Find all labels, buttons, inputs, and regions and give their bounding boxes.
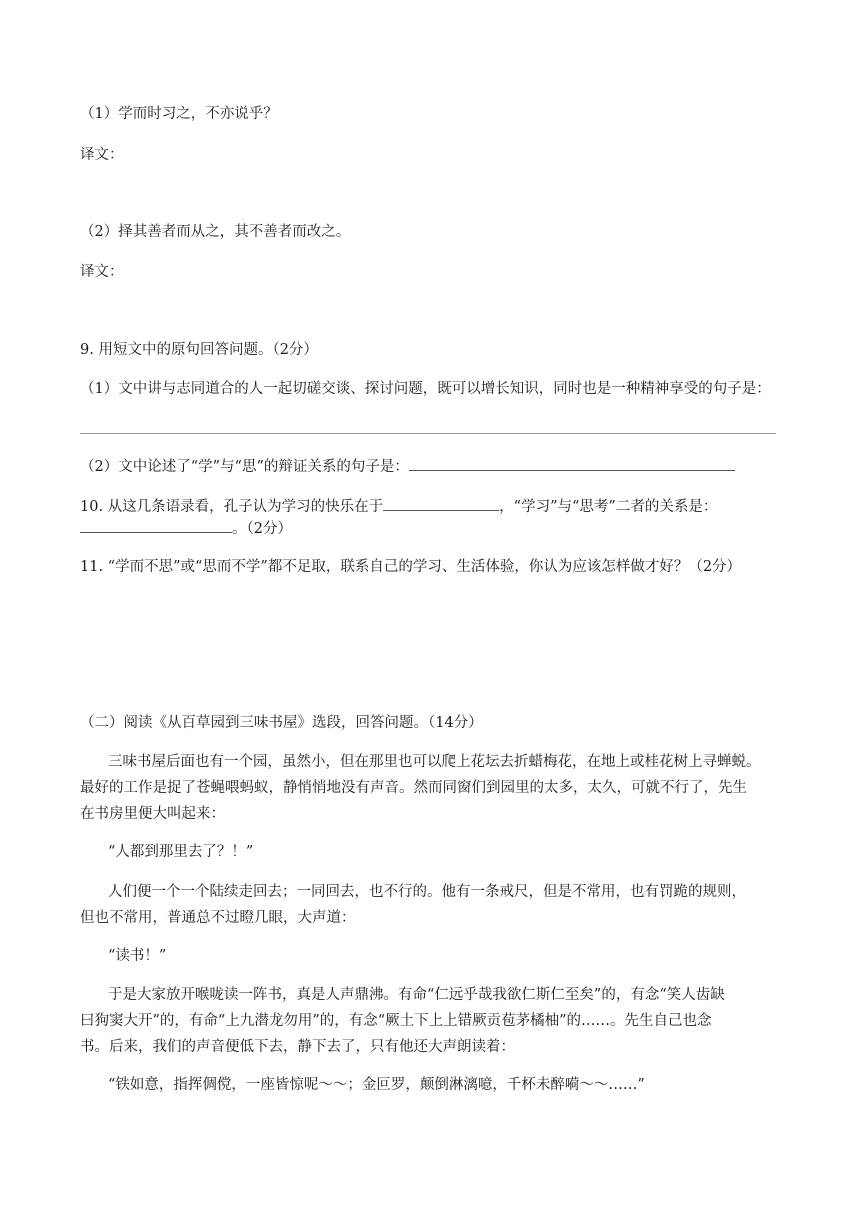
translation-label-2: 译文： (80, 264, 124, 280)
passage-p5-line-1: 于是大家放开喉咙读一阵书，真是人声鼎沸。有命“仁远乎哉我欲仁斯仁至矣”的，有念“笑人齿缺 (108, 987, 725, 1003)
passage-p3-line-2: 但也不常用，普通总不过瞪几眼，大声道： (80, 910, 356, 926)
question-9-1-text: （1）文中讲与志同道合的人一起切磋交谈、探讨问题，既可以增长知识，同时也是一种精神享受的句子是： (80, 381, 771, 397)
question-10-text-a: 10. 从这几条语录看，孔子认为学习的快乐在于 (80, 499, 384, 515)
passage-p2: “人都到那里去了？！” (108, 844, 254, 860)
translation-label-1: 译文： (80, 147, 124, 163)
answer-line-9-1[interactable] (80, 433, 776, 434)
question-9-title: 9. 用短文中的原句回答问题。（2分） (80, 342, 318, 358)
question-11-text: 11. “学而不思”或“思而不学”都不足取，联系自己的学习、生活体验，你认为应该怎样做才好？（2分） (80, 559, 742, 575)
answer-blank-10-2[interactable] (80, 518, 232, 533)
answer-blank-10-1[interactable] (383, 496, 499, 511)
answer-blank-9-2[interactable] (409, 456, 735, 471)
question-8-2-text: （2）择其善者而从之，其不善者而改之。 (80, 224, 351, 240)
passage-p5-line-3: 书。后来，我们的声音便低下去，静下去了，只有他还大声朗读着： (80, 1039, 515, 1055)
question-10-line-1 (80, 496, 717, 517)
question-8-1-text: （1）学而时习之，不亦说乎？ (80, 106, 278, 122)
passage-p3-line-1: 人们便一个一个陆续走回去；一同回去，也不行的。他有一条戒尺，但是不常用，也有罚跪的规则， (108, 884, 746, 900)
passage-p5-line-2: 曰狗窦大开”的，有命“上九潜龙勿用”的，有念“厥土下上上错厥贡苞茅橘柚”的……。先生自己也念 (80, 1013, 712, 1029)
passage-p1-line-1: 三味书屋后面也有一个园，虽然小，但在那里也可以爬上花坛去折蜡梅花，在地上或桂花树上寻蝉蜕。 (108, 754, 761, 770)
passage-p1-line-2: 最好的工作是捉了苍蝇喂蚂蚁，静悄悄地没有声音。然而同窗们到园里的太多，太久，可就不行了，先生 (80, 780, 747, 796)
question-9-2-text: （2）文中论述了“学”与“思”的辩证关系的句子是： (80, 459, 409, 475)
question-10-text-c: 。（2分） (232, 521, 292, 537)
passage-p6: “铁如意，指挥倜傥，一座皆惊呢～～；金叵罗，颠倒淋漓噫，千杯未醉嗬～～……” (108, 1077, 645, 1093)
question-10-line-2 (80, 518, 292, 539)
question-10-text-b: ，“学习”与“思考”二者的关系是： (499, 499, 718, 515)
question-9-2-line (80, 456, 735, 477)
passage-p4: “读书！” (108, 948, 167, 964)
passage-p1-line-3: 在书房里便大叫起来： (80, 806, 225, 822)
part-2-heading: （二）阅读《从百草园到三味书屋》选段，回答问题。（14分） (80, 715, 483, 731)
